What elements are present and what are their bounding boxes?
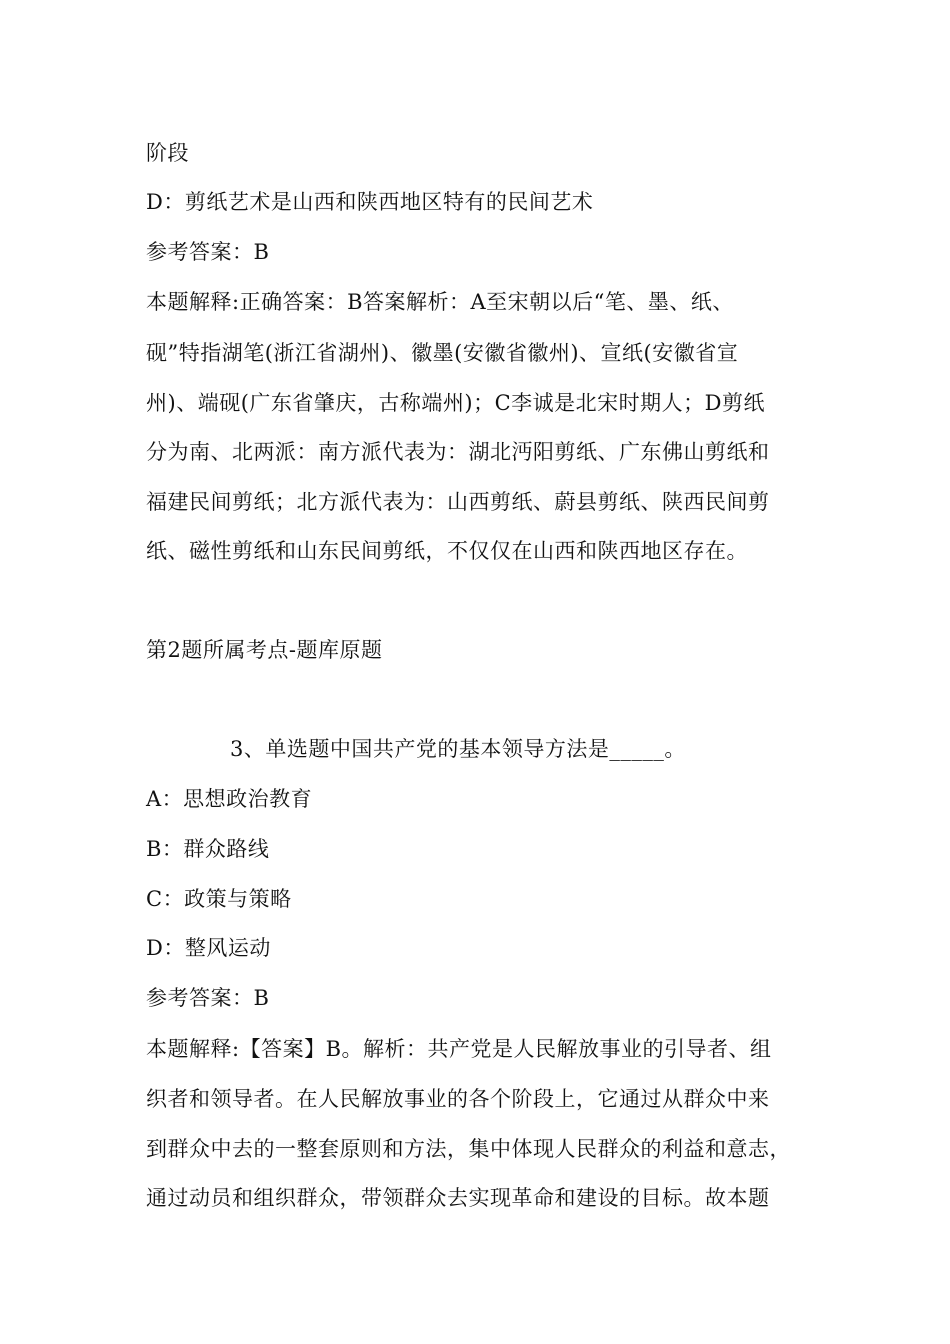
q3-explanation-line: 织者和领导者。在人民解放事业的各个阶段上，它通过从群众中来 bbox=[146, 1087, 770, 1111]
q2-explanation-line: 福建民间剪纸；北方派代表为：山西剪纸、蔚县剪纸、陕西民间剪 bbox=[146, 490, 770, 514]
q3-question: 3、单选题中国共产党的基本领导方法是_____。 bbox=[230, 737, 686, 761]
q2-explanation-line: 州)、端砚(广东省肇庆，古称端州)；C李诚是北宋时期人；D剪纸 bbox=[146, 391, 765, 415]
q2-option-d: D：剪纸艺术是山西和陕西地区特有的民间艺术 bbox=[146, 190, 594, 214]
q3-option-c: C：政策与策略 bbox=[146, 887, 292, 911]
q3-option-d: D：整风运动 bbox=[146, 936, 271, 960]
q3-explanation-line: 本题解释:【答案】B。解析：共产党是人民解放事业的引导者、组 bbox=[146, 1037, 772, 1061]
q2-explanation-line: 分为南、北两派：南方派代表为：湖北沔阳剪纸、广东佛山剪纸和 bbox=[146, 440, 770, 464]
q3-option-a: A：思想政治教育 bbox=[146, 787, 313, 811]
q3-explanation-line: 到群众中去的一整套原则和方法，集中体现人民群众的利益和意志， bbox=[146, 1137, 791, 1161]
q2-topic: 第2题所属考点-题库原题 bbox=[146, 638, 383, 662]
q2-explanation-line: 本题解释:正确答案：B答案解析：A至宋朝以后“笔、墨、纸、 bbox=[146, 290, 734, 314]
q2-explanation-line: 砚”特指湖笔(浙江省湖州)、徽墨(安徽省徽州)、宣纸(安徽省宣 bbox=[146, 341, 739, 365]
continuation-text: 阶段 bbox=[146, 141, 189, 165]
q2-answer: 参考答案：B bbox=[146, 240, 270, 264]
q3-answer: 参考答案：B bbox=[146, 986, 270, 1010]
q3-option-b: B：群众路线 bbox=[146, 837, 270, 861]
q2-explanation-line: 纸、磁性剪纸和山东民间剪纸，不仅仅在山西和陕西地区存在。 bbox=[146, 539, 748, 563]
q3-explanation-line: 通过动员和组织群众，带领群众去实现革命和建设的目标。故本题 bbox=[146, 1186, 770, 1210]
